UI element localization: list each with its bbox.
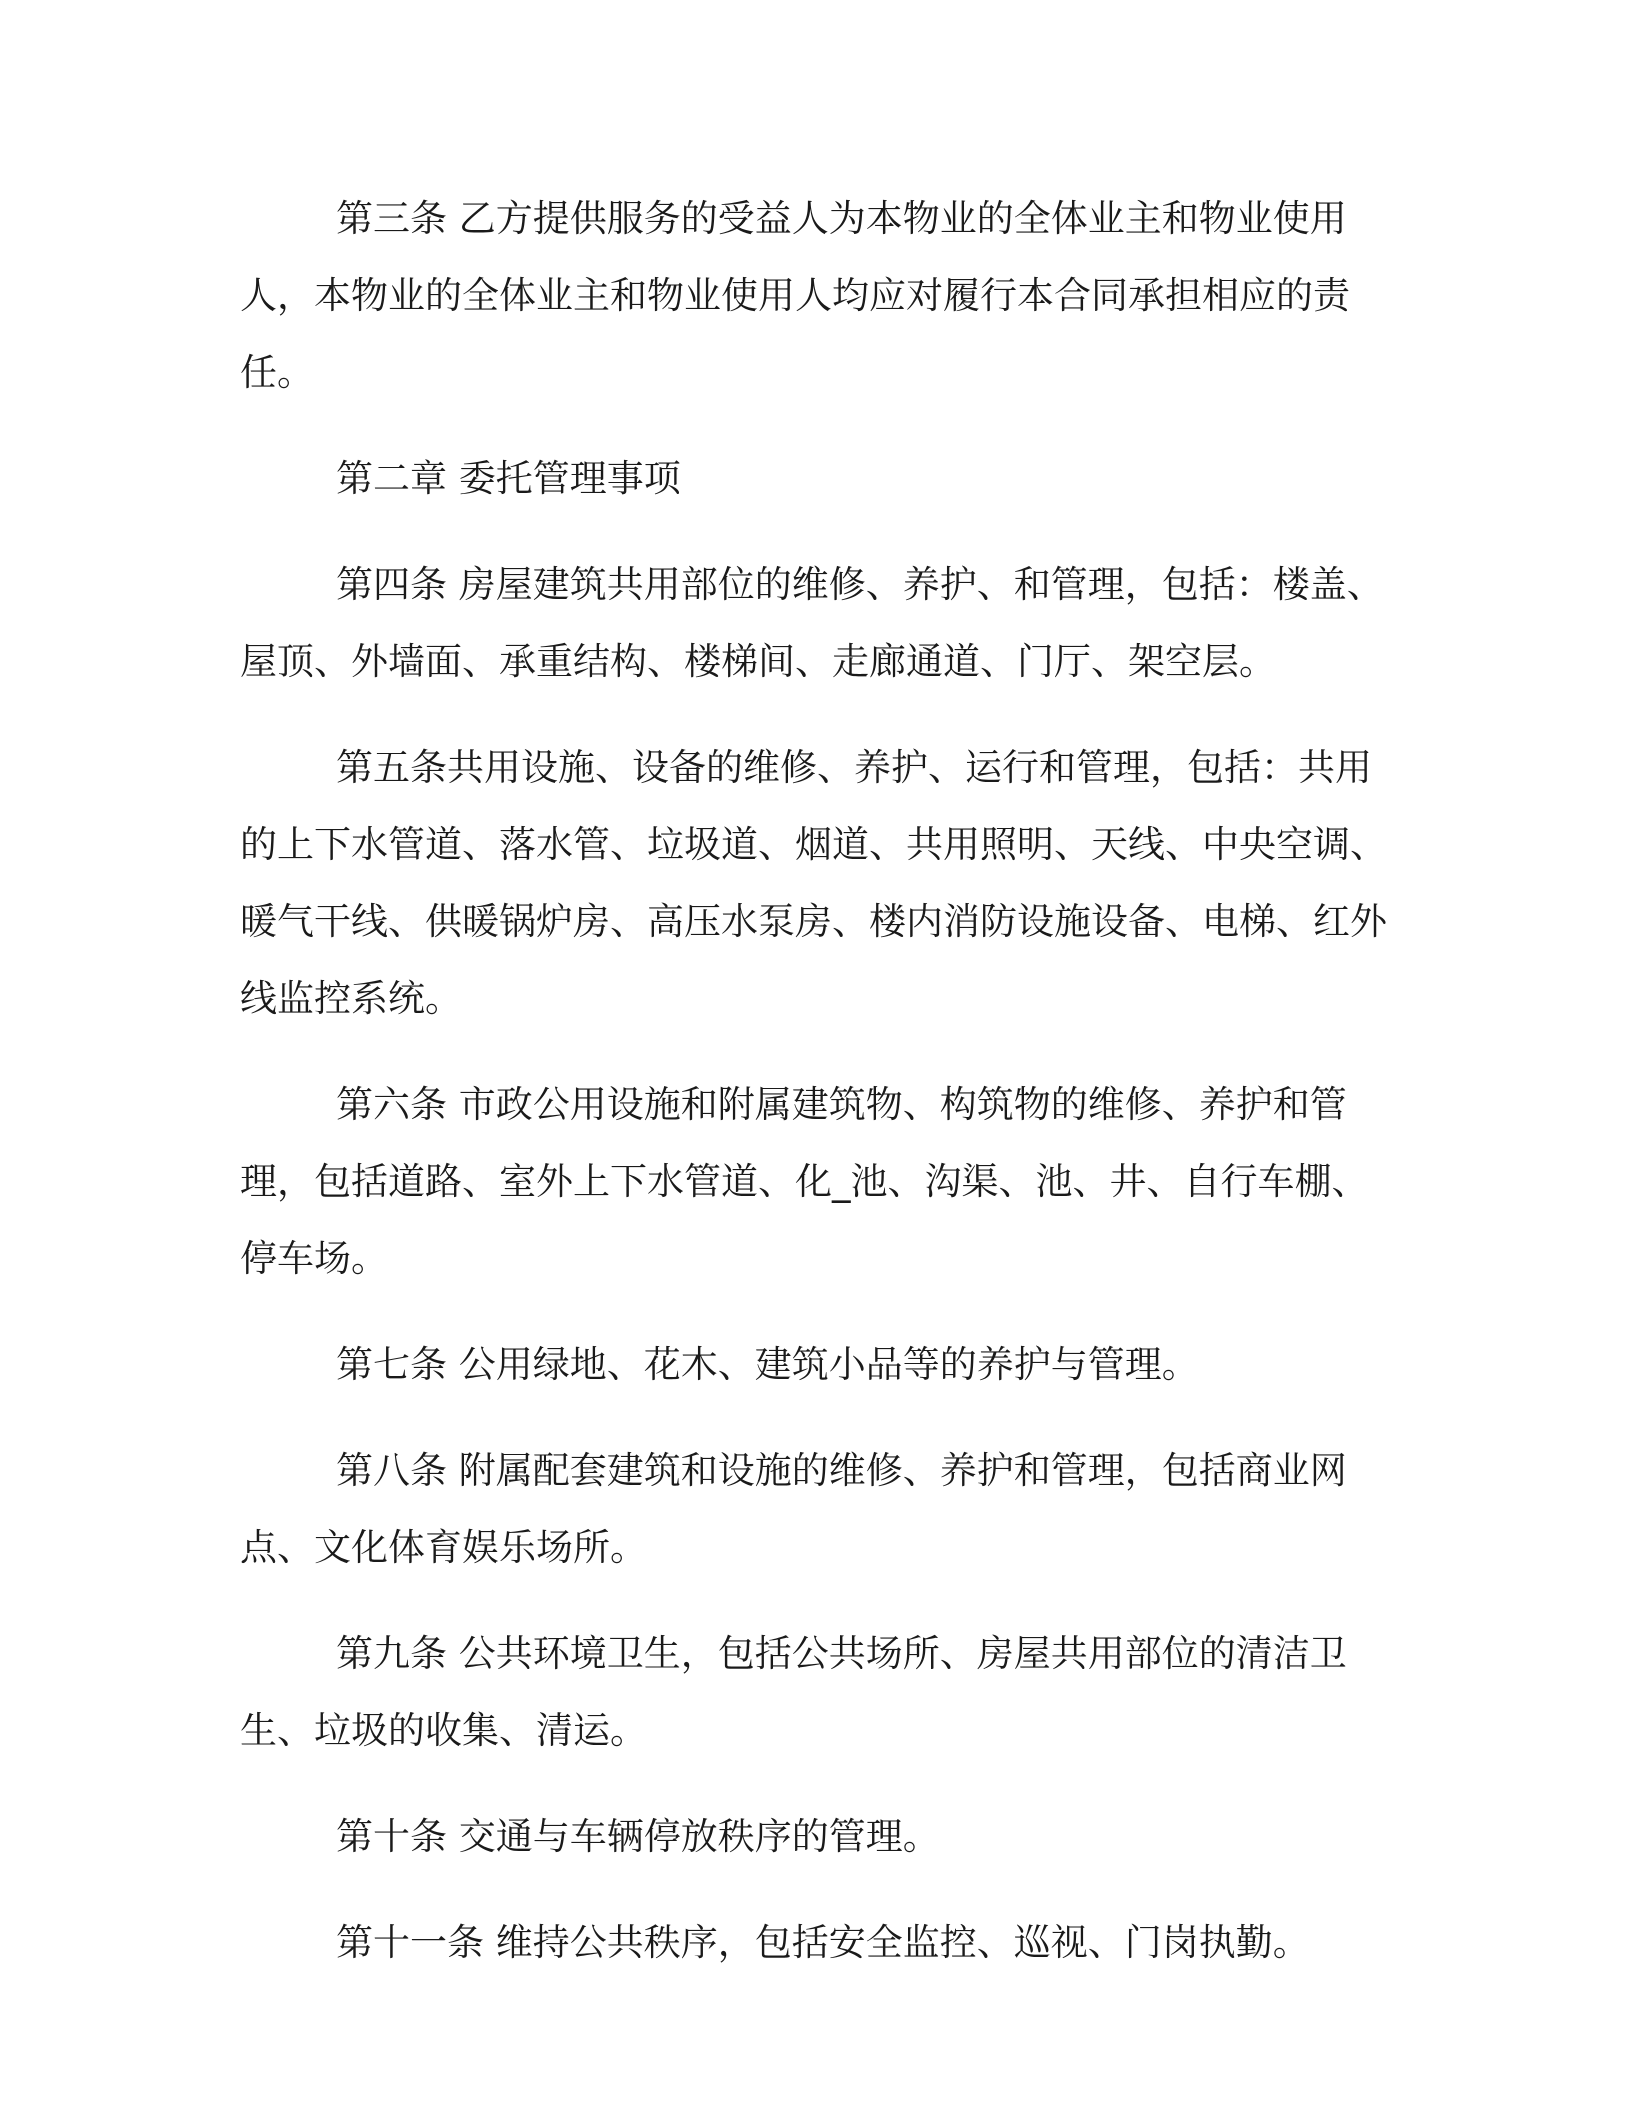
document-page bbox=[240, 180, 1400, 1981]
article-3-paragraph: 第三条 乙方提供服务的受益人为本物业的全体业主和物业使用人，本物业的全体业主和物业使用人均应对履行本合同承担相应的责任。 bbox=[240, 197, 1350, 394]
article-9-paragraph: 第九条 公共环境卫生，包括公共场所、房屋共用部位的清洁卫生、垃圾的收集、清运。 bbox=[240, 1632, 1347, 1752]
article-11-paragraph: 第十一条 维持公共秩序，包括安全监控、巡视、门岗执勤。 bbox=[336, 1921, 1310, 1964]
article-4-paragraph: 第四条 房屋建筑共用部位的维修、养护、和管理，包括：楼盖、屋顶、外墙面、承重结构、楼梯间、走廊通道、门厅、架空层。 bbox=[240, 563, 1384, 683]
article-7-paragraph: 第七条 公用绿地、花木、建筑小品等的养护与管理。 bbox=[336, 1343, 1199, 1386]
article-10-paragraph: 第十条 交通与车辆停放秩序的管理。 bbox=[336, 1815, 940, 1858]
chapter-2-heading: 第二章 委托管理事项 bbox=[336, 457, 681, 500]
article-8-paragraph: 第八条 附属配套建筑和设施的维修、养护和管理，包括商业网点、文化体育娱乐场所。 bbox=[240, 1449, 1347, 1569]
article-6-paragraph: 第六条 市政公用设施和附属建筑物、构筑物的维修、养护和管理，包括道路、室外上下水管道、化_池、沟渠、池、井、自行车棚、停车场。 bbox=[240, 1083, 1369, 1280]
article-5-paragraph: 第五条共用设施、设备的维修、养护、运行和管理，包括：共用的上下水管道、落水管、垃圾道、烟道、共用照明、天线、中央空调、暖气干线、供暖锅炉房、高压水泵房、楼内消防设施设备、电梯、红外线监控系统。 bbox=[240, 746, 1387, 1020]
